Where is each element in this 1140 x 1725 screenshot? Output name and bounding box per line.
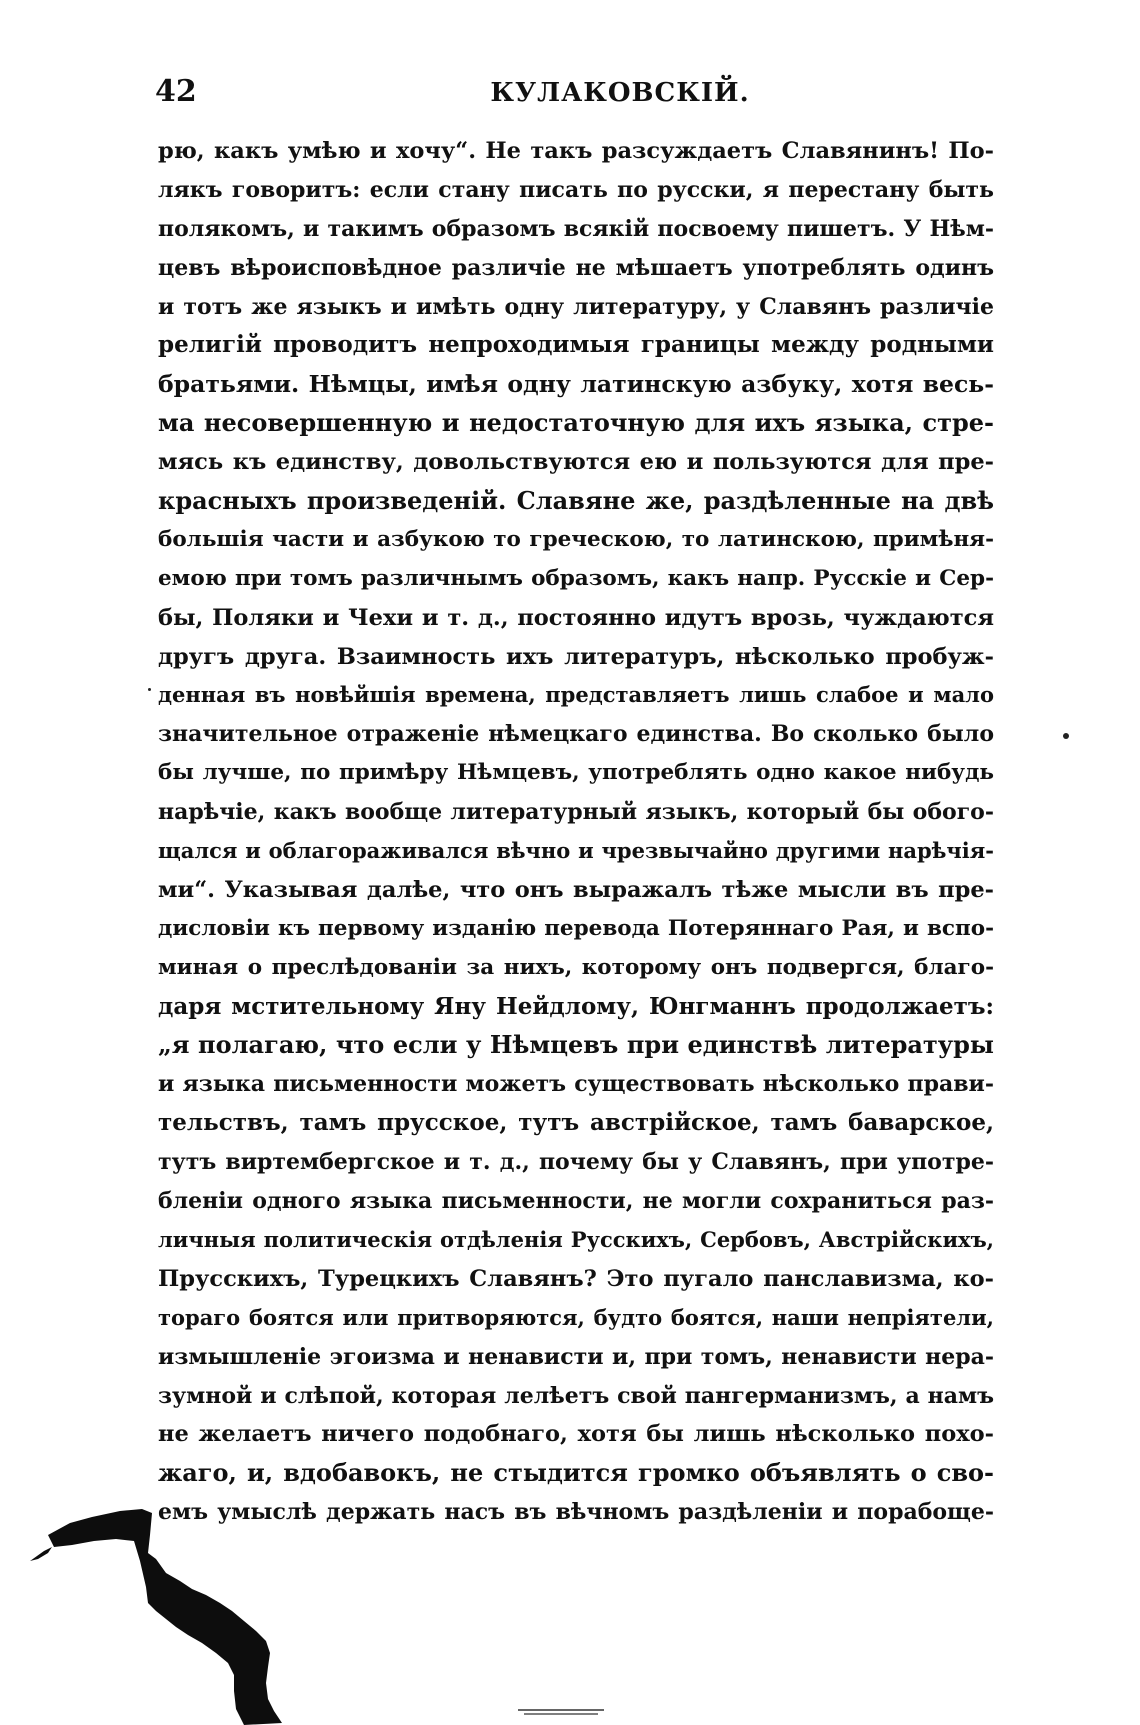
text-line: тутъ виртембергское и т. д., почему бы у Славянъ, при употре- [158,1149,994,1176]
text-line: полякомъ, и такимъ образомъ всякій посвоему пишетъ. У Нѣм- [158,215,994,242]
text-line: тельствъ, тамъ прусское, тутъ австрійское, тамъ баварское, [158,1109,994,1137]
text-line: большія части и азбукою то греческою, то латинскою, примѣня- [158,526,994,552]
text-line: значительное отраженіе нѣмецкаго единства. Во сколько было [158,721,994,748]
text-line: ми“. Указывая далѣе, что онъ выражалъ тѣже мысли въ пре- [158,876,994,903]
text-line: жаго, и, вдобавокъ, не стыдится громко объявлять о сво- [158,1458,994,1488]
text-line: и тотъ же языкъ и имѣть одну литературу, у Славянъ различіе [158,293,994,320]
text-line: и языка письменности можетъ существовать нѣсколько прави- [158,1071,994,1098]
text-line: не желаетъ ничего подобнаго, хотя бы лишь нѣсколько похо- [158,1421,994,1448]
text-line: денная въ новѣйшія времена, представляетъ лишь слабое и мало [158,682,994,708]
text-line: бленіи одного языка письменности, не могли сохраниться раз- [158,1188,994,1215]
ink-blot [30,1495,290,1725]
text-line: другъ друга. Взаимность ихъ литературъ, нѣсколько пробуж- [158,643,994,670]
text-line: тораго боятся или притворяются, будто боятся, наши непріятели, [158,1304,994,1330]
text-line: нарѣчіе, какъ вообще литературный языкъ, который бы обого- [158,799,994,826]
text-line: цевъ вѣроисповѣдное различіе не мѣшаетъ употреблять одинъ [158,254,994,281]
text-line: бы лучше, по примѣру Нѣмцевъ, употреблять одно какое нибудь [158,760,994,786]
text-line: лякъ говоритъ: если стану писать по русски, я перестану быть [158,176,994,203]
page-number: 42 [155,74,197,109]
footer-rule [518,1708,604,1716]
text-line: мясь къ единству, довольствуются ею и пользуются для пре- [158,449,994,476]
text-line: братьями. Нѣмцы, имѣя одну латинскую азбуку, хотя весь- [158,370,994,399]
text-line: бы, Поляки и Чехи и т. д., постоянно идутъ врозь, чуждаются [158,604,994,631]
text-line: измышленіе эгоизма и ненависти и, при томъ, ненависти нера- [158,1343,994,1370]
text-line: даря мстительному Яну Нейдлому, Юнгманнъ продолжаетъ: [158,992,994,1020]
text-line: рю, какъ умѣю и хочу“. Не такъ разсуждаетъ Славянинъ! По- [158,138,994,164]
body-text [158,132,994,1532]
text-line: ма несовершенную и недостаточную для ихъ языка, стре- [158,408,994,438]
text-line: емою при томъ различнымъ образомъ, какъ напр. Русскіе и Сер- [158,565,994,591]
text-line: „я полагаю, что если у Нѣмцевъ при единствѣ литературы [158,1030,994,1060]
print-speck [148,688,151,691]
print-speck [1063,733,1069,739]
text-line: зумной и слѣпой, которая лелѣетъ свой пангерманизмъ, а намъ [158,1382,994,1409]
text-line: красныхъ произведеній. Славяне же, раздѣленные на двѣ [158,486,994,516]
text-line: миная о преслѣдованіи за нихъ, которому онъ подвергся, благо- [158,954,994,980]
text-line: емъ умыслѣ держать насъ въ вѣчномъ раздѣленіи и порабоще- [158,1499,994,1526]
text-line: религій проводитъ непроходимыя границы между родными [158,331,994,359]
running-title: КУЛАКОВСКІЙ. [490,78,750,108]
text-line: щался и облагораживался вѣчно и чрезвычайно другими нарѣчія- [158,838,994,864]
text-line: Прусскихъ, Турецкихъ Славянъ? Это пугало панславизма, ко- [158,1265,994,1292]
text-line: личныя политическія отдѣленія Русскихъ, Сербовъ, Австрійскихъ, [158,1226,994,1252]
text-line: дисловіи къ первому изданію перевода Потеряннаго Рая, и вспо- [158,915,994,941]
